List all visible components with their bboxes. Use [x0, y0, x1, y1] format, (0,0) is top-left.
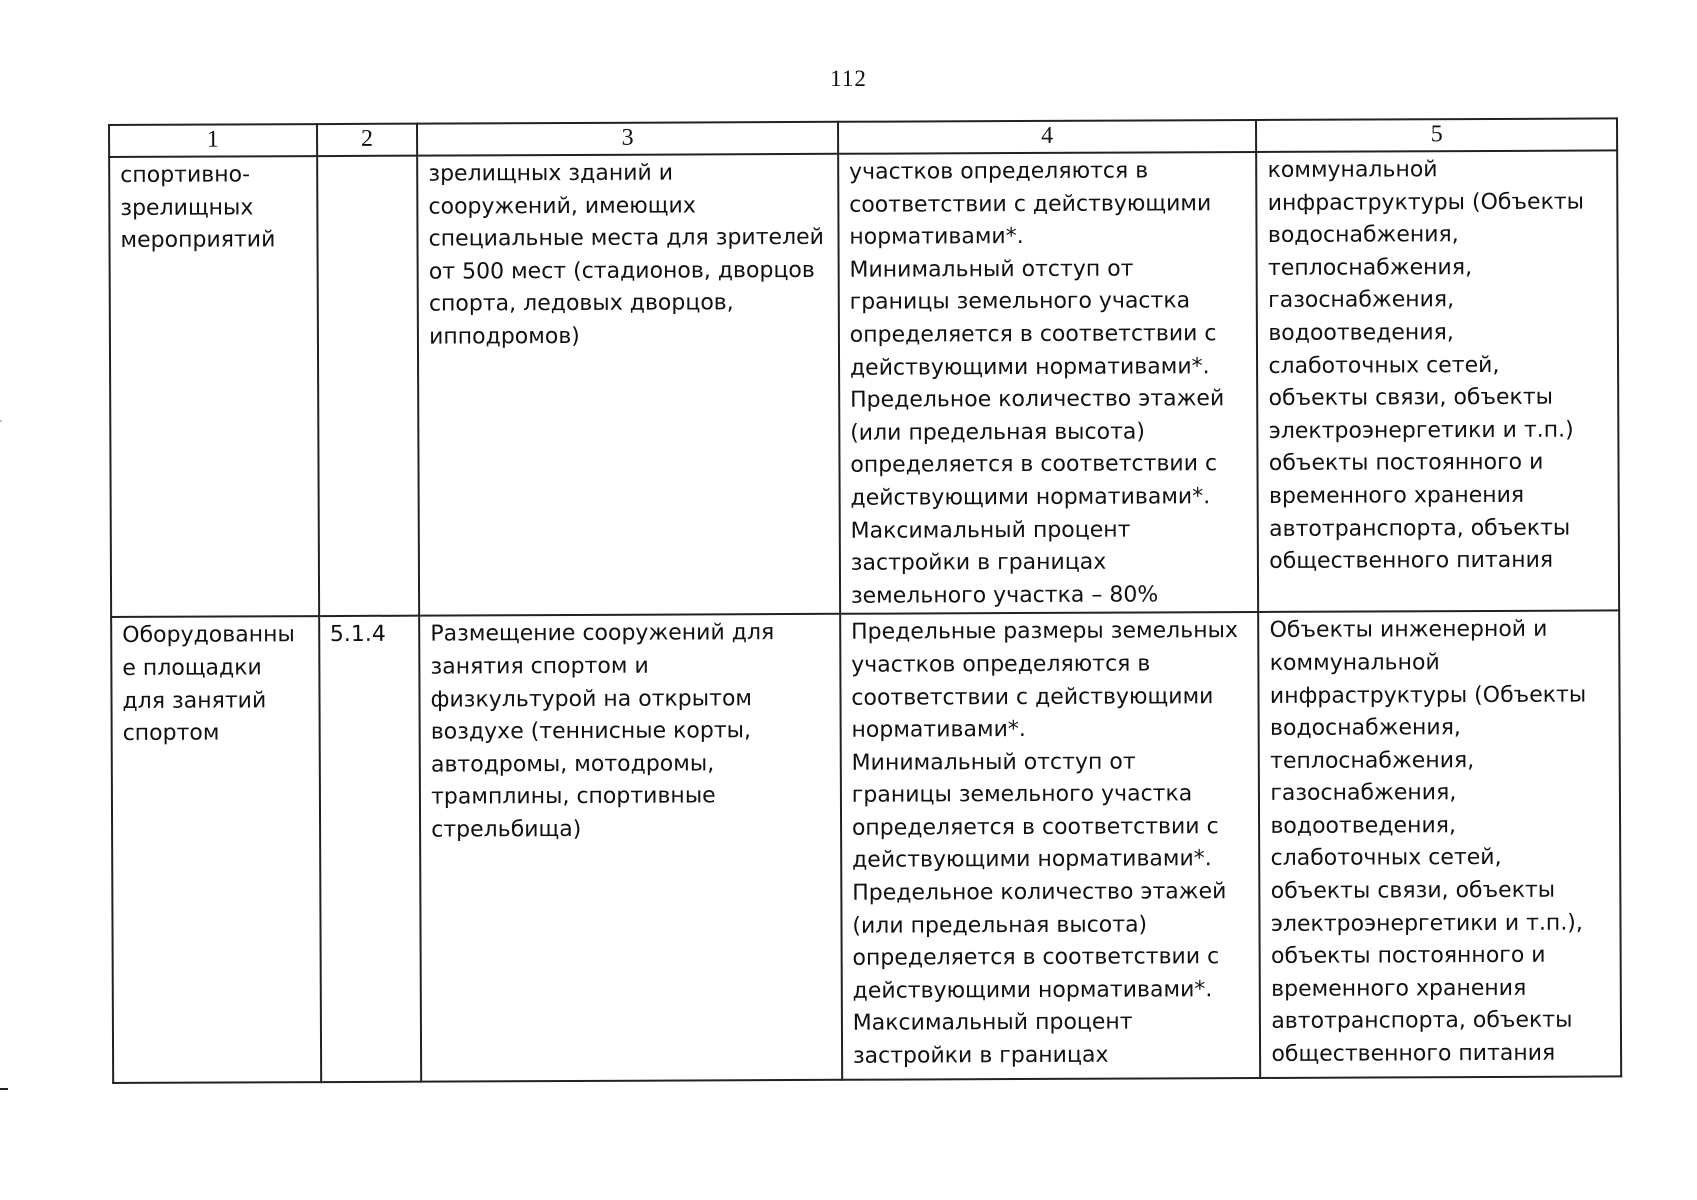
- cell-text-line: объекты связи, объекты: [1268, 384, 1554, 412]
- cell-text-line: водоснабжения,: [1267, 222, 1459, 249]
- cell-text-line: водоотведения,: [1268, 320, 1454, 346]
- land-use-table: [108, 117, 1622, 1084]
- cell-text-line: общественного питания: [1269, 547, 1554, 575]
- cell-text-line: зрелищных зданий и: [428, 160, 674, 187]
- use-code-cell: [319, 616, 422, 1082]
- column-header-2: 2: [317, 124, 418, 156]
- cell-text-line: действующими нормативами*.: [849, 353, 1210, 381]
- cell-text-line: (или предельная высота): [850, 419, 1146, 446]
- cell-text-line: электроэнергетики и т.п.): [1268, 417, 1574, 444]
- page-number: 112: [830, 66, 867, 91]
- use-description-cell: [419, 614, 842, 1082]
- cell-text-line: объекты связи, объекты: [1270, 877, 1556, 904]
- cell-text-line: газоснабжения,: [1270, 780, 1457, 807]
- cell-text-line: теплоснабжения,: [1270, 747, 1475, 774]
- cell-text-line: зрелищных: [120, 194, 254, 221]
- cell-text-line: Предельное количество этажей: [852, 879, 1227, 906]
- use-type-name-cell: [109, 156, 319, 617]
- auxiliary-uses-cell: [1256, 150, 1619, 612]
- margin-mark: [0, 1088, 8, 1090]
- cell-text-line: нормативами*.: [851, 717, 1026, 743]
- scan-artifact: [0, 420, 2, 422]
- cell-text-line: Оборудованны: [122, 622, 295, 649]
- cell-text-line: определяется в соответствии с: [850, 451, 1218, 479]
- cell-text-line: действующими нормативами*.: [850, 484, 1211, 511]
- cell-text-line: мероприятий: [120, 227, 276, 254]
- cell-text-line: ипподромов): [429, 323, 580, 350]
- cell-text-line: участков определяются в: [849, 158, 1149, 185]
- parameters-cell: [840, 612, 1261, 1080]
- cell-text-line: Максимальный процент: [850, 517, 1131, 544]
- table-row: [111, 611, 1621, 1084]
- cell-text-line: объекты постоянного и: [1268, 450, 1544, 477]
- cell-text-line: автодромы, мотодромы,: [430, 751, 715, 778]
- cell-text-line: Максимальный процент: [852, 1009, 1133, 1037]
- cell-text-line: спортивно-: [120, 162, 251, 188]
- cell-text-line: определяется в соответствии с: [851, 814, 1219, 841]
- cell-text-line: соответствии с действующими: [849, 190, 1212, 218]
- cell-text-line: 5.1.4: [329, 622, 386, 648]
- cell-text-line: действующими нормативами*.: [852, 846, 1212, 874]
- cell-text-line: спортом: [122, 720, 220, 747]
- cell-text-line: теплоснабжения,: [1267, 254, 1473, 281]
- cell-text-line: от 500 мест (стадионов, дворцов: [428, 257, 815, 285]
- cell-text-line: специальные места для зрителей: [428, 225, 825, 252]
- cell-text-line: водоснабжения,: [1269, 715, 1461, 742]
- cell-text-line: автотранспорта, объекты: [1271, 1008, 1573, 1035]
- cell-text-line: участков определяются в: [851, 651, 1151, 678]
- auxiliary-uses-cell: [1259, 611, 1622, 1079]
- column-header-4: 4: [838, 120, 1257, 154]
- cell-text-line: газоснабжения,: [1268, 287, 1455, 314]
- cell-text-line: Размещение сооружений для: [430, 620, 775, 647]
- cell-text-line: коммунальной: [1267, 157, 1438, 183]
- cell-text-line: границы земельного участка: [851, 781, 1193, 809]
- cell-text-line: действующими нормативами*.: [852, 977, 1213, 1004]
- cell-text-line: водоотведения,: [1270, 813, 1457, 839]
- cell-text-line: сооружений, имеющих: [428, 193, 696, 220]
- cell-text-line: стрельбища): [431, 816, 582, 843]
- cell-text-line: земельного участка – 80%: [850, 582, 1159, 609]
- cell-text-line: Минимальный отступ от: [849, 256, 1134, 283]
- cell-text-line: нормативами*.: [849, 224, 1024, 250]
- cell-text-line: инфраструктуры (Объекты: [1267, 189, 1585, 216]
- cell-text-line: Минимальный отступ от: [851, 749, 1136, 776]
- cell-text-line: трамплины, спортивные: [431, 783, 716, 810]
- use-code-cell: [317, 156, 420, 617]
- cell-text-line: временного хранения: [1271, 975, 1527, 1002]
- cell-text-line: (или предельная высота): [852, 912, 1148, 939]
- cell-text-line: слаботочных сетей,: [1268, 352, 1500, 379]
- cell-text-line: воздухе (теннисные корты,: [430, 718, 752, 745]
- cell-text-line: слаботочных сетей,: [1270, 845, 1502, 872]
- cell-text-line: Объекты инженерной и: [1269, 617, 1548, 644]
- cell-text-line: инфраструктуры (Объекты: [1269, 682, 1587, 709]
- cell-text-line: Предельное количество этажей: [850, 386, 1225, 413]
- cell-text-line: застройки в границах: [850, 549, 1107, 576]
- cell-text-line: е площадки: [122, 655, 262, 681]
- column-header-1: 1: [109, 124, 317, 157]
- cell-text-line: занятия спортом и: [430, 653, 649, 680]
- cell-text-line: застройки в границах: [852, 1042, 1109, 1069]
- cell-text-line: Предельные размеры земельных: [851, 618, 1238, 646]
- cell-text-line: общественного питания: [1271, 1040, 1556, 1067]
- parameters-cell: [838, 152, 1259, 614]
- cell-text-line: определяется в соответствии с: [852, 944, 1220, 972]
- table-row: [109, 150, 1619, 617]
- cell-text-line: определяется в соответствии с: [849, 321, 1217, 348]
- column-header-3: 3: [417, 122, 838, 156]
- cell-text-line: соответствии с действующими: [851, 683, 1214, 711]
- use-type-name-cell: [111, 616, 321, 1083]
- cell-text-line: автотранспорта, объекты: [1269, 515, 1571, 542]
- cell-text-line: объекты постоянного и: [1270, 942, 1546, 970]
- cell-text-line: электроэнергетики и т.п.),: [1270, 910, 1583, 937]
- cell-text-line: коммунальной: [1269, 650, 1440, 676]
- cell-text-line: физкультурой на открытом: [430, 685, 753, 713]
- cell-text-line: границы земельного участка: [849, 288, 1191, 316]
- cell-text-line: спорта, ледовых дворцов,: [428, 290, 734, 317]
- use-description-cell: [417, 154, 840, 616]
- column-header-5: 5: [1256, 118, 1617, 152]
- cell-text-line: для занятий: [122, 687, 267, 714]
- cell-text-line: временного хранения: [1268, 482, 1525, 509]
